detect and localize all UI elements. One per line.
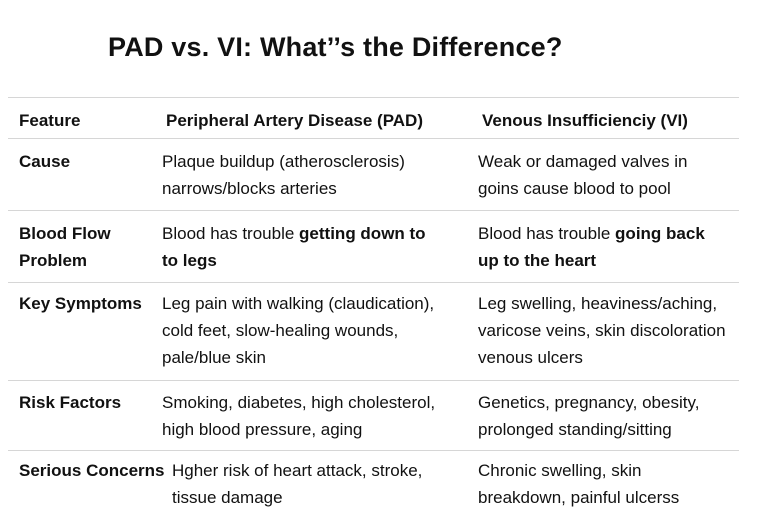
row-pad-cause: Plaque buildup (atherosclerosis) narrows/blocks arteries	[162, 152, 405, 198]
row-pad-concerns: Hgher risk of heart attack, stroke, tissue damage	[172, 461, 423, 507]
header-pad: Peripheral Artery Disease (PAD)	[166, 111, 423, 130]
table-row	[8, 210, 739, 283]
row-feature-blood-flow: Blood Flow Problem	[19, 224, 111, 270]
row-vi-blood-flow: Blood has trouble going back up to the heart	[478, 224, 705, 270]
page-title: PAD vs. VI: What’’s the Difference?	[108, 32, 563, 62]
row-vi-concerns: Chronic swelling, skin breakdown, painful ulcerss	[478, 461, 680, 507]
table-header-row	[8, 97, 739, 139]
row-feature-risk: Risk Factors	[19, 393, 122, 412]
row-vi-risk: Genetics, pregnancy, obesity, prolonged standing/sitting	[478, 393, 700, 439]
row-feature-symptoms: Key Symptoms	[19, 294, 142, 313]
row-pad-blood-flow: Blood has trouble getting down to to legs	[162, 224, 426, 270]
row-feature-concerns: Serious Concerns	[19, 461, 165, 480]
table-row	[8, 282, 739, 381]
header-vi: Venous Insufficienciy (VI)	[482, 111, 688, 130]
header-feature: Feature	[19, 111, 81, 130]
row-vi-cause: Weak or damaged valves in goins cause blood to pool	[478, 152, 688, 198]
row-feature-cause: Cause	[19, 152, 71, 171]
row-pad-risk: Smoking, diabetes, high cholesterol, high blood pressure, aging	[162, 393, 436, 439]
table-row	[8, 138, 739, 211]
table-row	[8, 450, 739, 513]
row-vi-symptoms: Leg swelling, heaviness/aching, varicose veins, skin discoloration venous ulcers	[478, 294, 726, 367]
table-row	[8, 380, 739, 451]
row-pad-symptoms: Leg pain with walking (claudication), cold feet, slow-healing wounds, pale/blue skin	[162, 294, 435, 367]
